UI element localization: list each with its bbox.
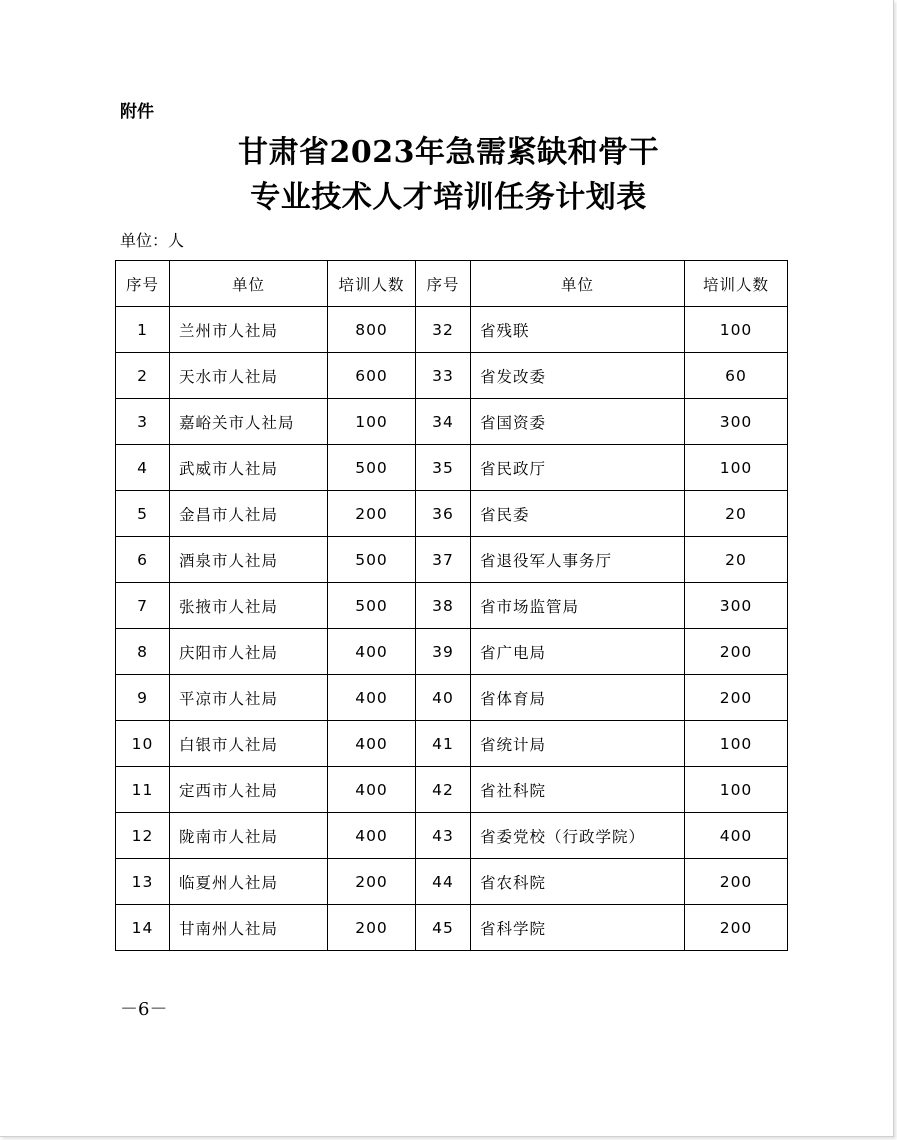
table-row	[116, 813, 788, 859]
cell-unit-right: 省统计局	[471, 721, 685, 767]
header-unit-right: 单位	[471, 261, 685, 307]
cell-unit-right: 省退役军人事务厅	[471, 537, 685, 583]
cell-serial-right: 41	[416, 721, 471, 767]
cell-serial-right: 43	[416, 813, 471, 859]
cell-serial-right: 44	[416, 859, 471, 905]
cell-unit-right: 省残联	[471, 307, 685, 353]
cell-unit-left: 张掖市人社局	[170, 583, 328, 629]
cell-serial-right: 42	[416, 767, 471, 813]
document-title-line-2: 专业技术人才培训任务计划表	[250, 180, 647, 215]
cell-serial-left: 5	[116, 491, 170, 537]
cell-serial-left: 9	[116, 675, 170, 721]
cell-unit-right: 省体育局	[471, 675, 685, 721]
table-row	[116, 583, 788, 629]
cell-unit-right: 省社科院	[471, 767, 685, 813]
document-title-line-1: 甘肃省2023年急需紧缺和骨干	[238, 135, 659, 170]
table-header-row	[116, 261, 788, 307]
cell-serial-right: 35	[416, 445, 471, 491]
header-count-left: 培训人数	[328, 261, 416, 307]
cell-count-left: 600	[328, 353, 416, 399]
cell-count-left: 400	[328, 629, 416, 675]
cell-serial-left: 10	[116, 721, 170, 767]
cell-unit-left: 陇南市人社局	[170, 813, 328, 859]
cell-serial-right: 37	[416, 537, 471, 583]
cell-unit-right: 省民委	[471, 491, 685, 537]
cell-count-left: 200	[328, 491, 416, 537]
table-row	[116, 767, 788, 813]
cell-unit-right: 省委党校（行政学院）	[471, 813, 685, 859]
header-count-right: 培训人数	[685, 261, 788, 307]
table-row	[116, 353, 788, 399]
cell-count-left: 200	[328, 859, 416, 905]
table-row	[116, 905, 788, 951]
cell-serial-right: 36	[416, 491, 471, 537]
table-row	[116, 307, 788, 353]
cell-count-right: 20	[685, 491, 788, 537]
cell-count-left: 400	[328, 767, 416, 813]
cell-unit-right: 省广电局	[471, 629, 685, 675]
cell-count-left: 400	[328, 675, 416, 721]
table-row	[116, 675, 788, 721]
cell-unit-left: 嘉峪关市人社局	[170, 399, 328, 445]
cell-unit-left: 甘南州人社局	[170, 905, 328, 951]
cell-unit-right: 省民政厅	[471, 445, 685, 491]
cell-count-right: 300	[685, 583, 788, 629]
cell-unit-right: 省农科院	[471, 859, 685, 905]
cell-unit-left: 金昌市人社局	[170, 491, 328, 537]
cell-unit-left: 武威市人社局	[170, 445, 328, 491]
cell-count-left: 400	[328, 813, 416, 859]
cell-count-left: 200	[328, 905, 416, 951]
cell-unit-left: 白银市人社局	[170, 721, 328, 767]
cell-serial-left: 4	[116, 445, 170, 491]
cell-serial-right: 32	[416, 307, 471, 353]
header-unit-left: 单位	[170, 261, 328, 307]
cell-serial-left: 12	[116, 813, 170, 859]
cell-serial-left: 1	[116, 307, 170, 353]
table-row	[116, 445, 788, 491]
cell-serial-right: 33	[416, 353, 471, 399]
cell-unit-right: 省发改委	[471, 353, 685, 399]
cell-serial-left: 8	[116, 629, 170, 675]
cell-count-right: 200	[685, 859, 788, 905]
table-row	[116, 859, 788, 905]
cell-unit-left: 平凉市人社局	[170, 675, 328, 721]
cell-count-left: 500	[328, 445, 416, 491]
cell-unit-left: 酒泉市人社局	[170, 537, 328, 583]
table-body	[116, 307, 788, 951]
header-serial-left: 序号	[116, 261, 170, 307]
cell-count-left: 800	[328, 307, 416, 353]
cell-serial-left: 7	[116, 583, 170, 629]
cell-serial-right: 38	[416, 583, 471, 629]
cell-count-right: 200	[685, 675, 788, 721]
cell-unit-left: 定西市人社局	[170, 767, 328, 813]
header-serial-right: 序号	[416, 261, 471, 307]
table-row	[116, 399, 788, 445]
cell-serial-left: 3	[116, 399, 170, 445]
unit-label: 单位：人	[120, 231, 185, 250]
training-plan-table	[115, 260, 788, 951]
cell-count-left: 500	[328, 537, 416, 583]
cell-count-right: 200	[685, 905, 788, 951]
cell-count-right: 100	[685, 445, 788, 491]
cell-serial-left: 14	[116, 905, 170, 951]
cell-serial-right: 39	[416, 629, 471, 675]
cell-count-right: 200	[685, 629, 788, 675]
cell-unit-left: 临夏州人社局	[170, 859, 328, 905]
cell-count-right: 60	[685, 353, 788, 399]
cell-count-left: 400	[328, 721, 416, 767]
cell-unit-right: 省国资委	[471, 399, 685, 445]
cell-count-left: 500	[328, 583, 416, 629]
attachment-label: 附件	[120, 102, 154, 122]
cell-serial-left: 13	[116, 859, 170, 905]
cell-count-left: 100	[328, 399, 416, 445]
cell-serial-right: 34	[416, 399, 471, 445]
cell-serial-left: 2	[116, 353, 170, 399]
cell-unit-left: 庆阳市人社局	[170, 629, 328, 675]
cell-count-right: 100	[685, 307, 788, 353]
cell-count-right: 400	[685, 813, 788, 859]
cell-serial-left: 11	[116, 767, 170, 813]
cell-count-right: 20	[685, 537, 788, 583]
cell-count-right: 100	[685, 721, 788, 767]
cell-count-right: 300	[685, 399, 788, 445]
cell-serial-right: 40	[416, 675, 471, 721]
cell-unit-right: 省科学院	[471, 905, 685, 951]
table-row	[116, 537, 788, 583]
cell-serial-left: 6	[116, 537, 170, 583]
table-row	[116, 629, 788, 675]
table-row	[116, 721, 788, 767]
cell-unit-left: 天水市人社局	[170, 353, 328, 399]
cell-serial-right: 45	[416, 905, 471, 951]
page-number: －6－	[120, 999, 168, 1020]
table-row	[116, 491, 788, 537]
cell-unit-left: 兰州市人社局	[170, 307, 328, 353]
cell-unit-right: 省市场监管局	[471, 583, 685, 629]
cell-count-right: 100	[685, 767, 788, 813]
